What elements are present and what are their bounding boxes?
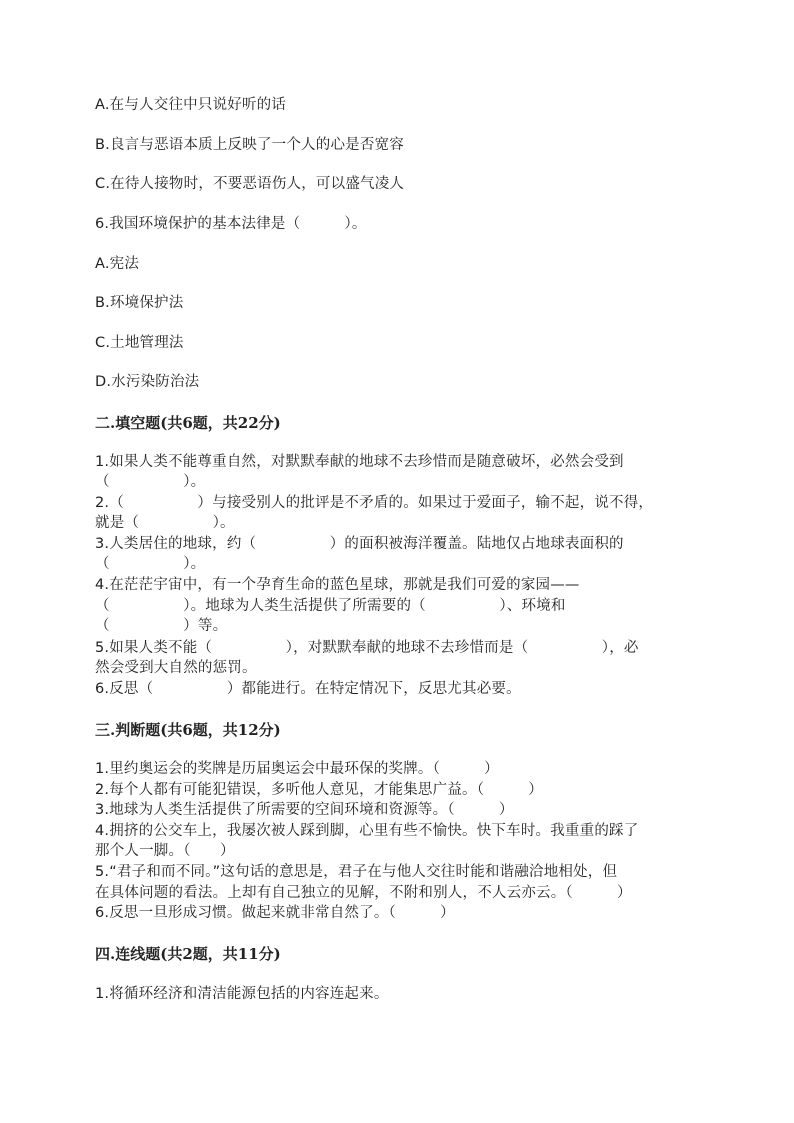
option-a: A.在与人交往中只说好听的话 (95, 97, 287, 113)
q6-option-d: D.水污染防治法 (95, 374, 200, 390)
fill-line: 2.（ ）与接受别人的批评是不矛盾的。如果过于爱面子，输不起，说不得， (95, 495, 654, 511)
judge-line: 5.“君子和而不同。”这句话的意思是，君子在与他人交往时能和谐融洽地相处，但 (95, 864, 618, 880)
fill-line: 然会受到大自然的惩罚。 (95, 660, 257, 676)
fill-line: （ ）等。 (95, 618, 228, 634)
judge-line: 那个人一脚。（ ） (95, 843, 235, 859)
question-6: 6.我国环境保护的基本法律是（ ）。 (95, 216, 367, 232)
section-heading-matching: 四.连线题(共2题，共11分) (95, 945, 281, 963)
fill-line: 3.人类居住的地球，约（ ）的面积被海洋覆盖。陆地仅占地球表面积的 (95, 536, 624, 552)
fill-line: 1.如果人类不能尊重自然，对默默奉献的地球不去珍惜而是随意破坏，必然会受到 (95, 454, 624, 470)
fill-line: 5.如果人类不能（ ），对默默奉献的地球不去珍惜而是（ ），必 (95, 640, 639, 656)
matching-question-1: 1.将循环经济和清洁能源包括的内容连起来。 (95, 986, 389, 1002)
fill-line: 6.反思（ ）都能进行。在特定情况下，反思尤其必要。 (95, 681, 521, 697)
judge-line: 在具体问题的看法。上却有自己独立的见解，不附和别人，不人云亦云。（ ） (95, 885, 632, 901)
option-b: B.良言与恶语本质上反映了一个人的心是否宽容 (95, 137, 404, 153)
judge-line: 4.拥挤的公交车上，我屡次被人踩到脚，心里有些不愉快。快下车时。我重重的踩了 (95, 823, 639, 839)
fill-line: 就是（ ）。 (95, 515, 235, 531)
judge-line: 1.里约奥运会的奖牌是历届奥运会中最环保的奖牌。（ ） (95, 761, 499, 777)
fill-line: （ ）。地球为人类生活提供了所需要的（ ）、环境和 (95, 598, 566, 614)
judge-line: 2.每个人都有可能犯错误，多听他人意见，才能集思广益。（ ） (95, 782, 543, 798)
fill-line: （ ）。 (95, 556, 206, 572)
option-c: C.在待人接物时，不要恶语伤人，可以盛气凌人 (95, 176, 405, 192)
q6-option-c: C.土地管理法 (95, 335, 184, 351)
section-heading-true-false: 三.判断题(共6题，共12分) (95, 721, 281, 739)
fill-line: （ ）。 (95, 474, 206, 490)
section-heading-fill-blank: 二.填空题(共6题，共22分) (95, 414, 281, 432)
q6-option-a: A.宪法 (95, 256, 140, 272)
q6-option-b: B.环境保护法 (95, 295, 184, 311)
judge-line: 6.反思一旦形成习惯。做起来就非常自然了。（ ） (95, 905, 455, 921)
judge-line: 3.地球为人类生活提供了所需要的空间环境和资源等。（ ） (95, 802, 514, 818)
fill-line: 4.在茫茫宇宙中，有一个孕育生命的蓝色星球，那就是我们可爱的家园—— (95, 577, 580, 593)
